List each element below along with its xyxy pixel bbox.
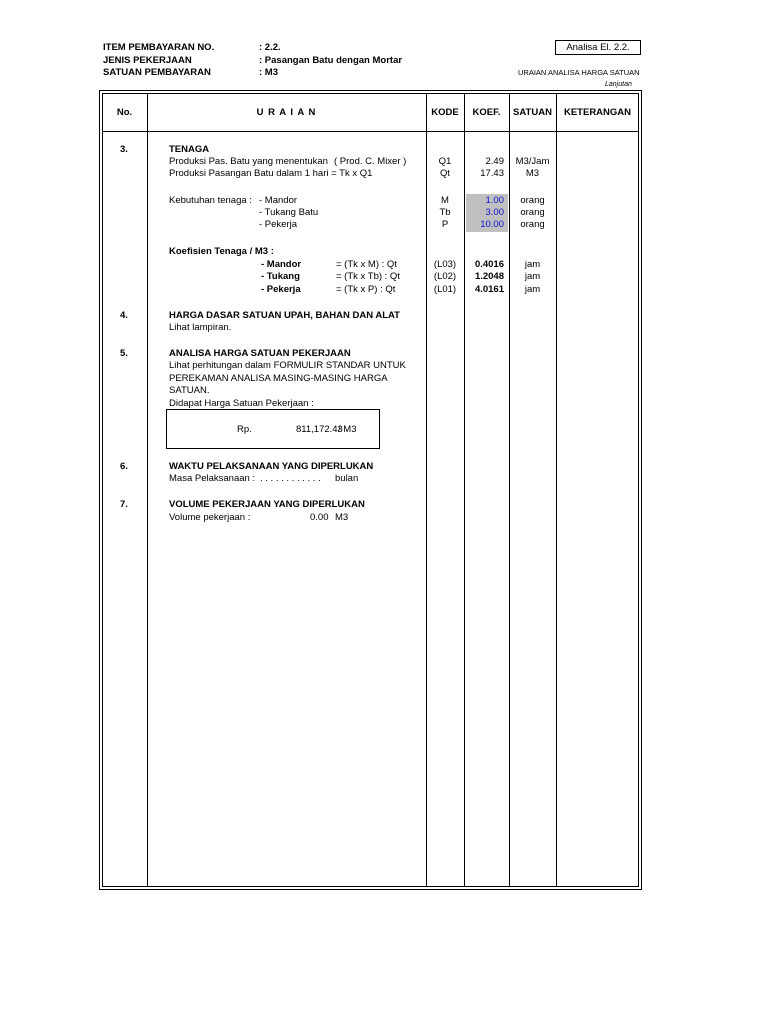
section-6-title: WAKTU PELAKSANAAN YANG DIPERLUKAN	[169, 461, 374, 472]
rp-value: 811,172.43	[296, 424, 343, 435]
kode-q1: Q1	[438, 156, 452, 167]
koef-pekerja-formula: = (Tk x P) : Qt	[336, 284, 396, 295]
uraian-analisa-title: URAIAN ANALISA HARGA SATUAN	[518, 68, 640, 77]
item-value: : 2.2.	[259, 42, 281, 53]
koef-mandor-kode: (L03)	[433, 259, 457, 270]
satuan-label: SATUAN PEMBAYARAN	[103, 67, 211, 78]
koef-tukang-value: 1.2048	[474, 271, 504, 282]
col-divider-no	[147, 93, 148, 887]
satuan-qt: M3	[525, 168, 540, 179]
koef-q1: 2.49	[485, 156, 504, 167]
section-5-line3: SATUAN.	[169, 385, 210, 396]
section-3-title: TENAGA	[169, 144, 210, 155]
table-frame-inner	[102, 93, 639, 887]
header-separator	[102, 131, 639, 132]
koef-mandor-satuan: jam	[524, 259, 541, 270]
worker-mandor-name: - Mandor	[259, 195, 298, 206]
koef-pekerja-satuan: jam	[524, 284, 541, 295]
masa-pelaksanaan-label: Masa Pelaksanaan :	[169, 473, 256, 484]
section-5-title: ANALISA HARGA SATUAN PEKERJAAN	[169, 348, 351, 359]
worker-pekerja-kode: P	[441, 219, 449, 230]
koef-tukang-name: - Tukang	[261, 271, 300, 282]
section-4-title: HARGA DASAR SATUAN UPAH, BAHAN DAN ALAT	[169, 310, 400, 321]
koef-mandor-name: - Mandor	[261, 259, 302, 270]
produksi-harian-text: Produksi Pasangan Batu dalam 1 hari = Tk x Q1	[169, 168, 373, 179]
jenis-label: JENIS PEKERJAAN	[103, 55, 192, 66]
section-4-text: Lihat lampiran.	[169, 322, 232, 333]
worker-tukang-satuan: orang	[520, 207, 545, 218]
koefisien-tenaga-title: Koefisien Tenaga / M3 :	[169, 246, 274, 257]
rp-label: Rp.	[237, 424, 252, 435]
volume-pekerjaan-unit: M3	[335, 512, 349, 523]
worker-tukang-koef[interactable]: 3.00	[485, 207, 504, 218]
koef-mandor-value: 0.4016	[474, 259, 504, 270]
koef-tukang-satuan: jam	[524, 271, 541, 282]
kebutuhan-tenaga-label: Kebutuhan tenaga :	[169, 195, 252, 206]
volume-pekerjaan-value: 0.00	[310, 512, 329, 523]
produksi-note: ( Prod. C. Mixer )	[334, 156, 407, 167]
worker-pekerja-koef[interactable]: 10.00	[480, 219, 504, 230]
jenis-value: : Pasangan Batu dengan Mortar	[259, 55, 403, 66]
produksi-pas-batu-text: Produksi Pas. Batu yang menentukan	[169, 156, 328, 167]
koef-mandor-formula: = (Tk x M) : Qt	[336, 259, 397, 270]
koef-pekerja-name: - Pekerja	[261, 284, 301, 295]
koef-qt: 17.43	[480, 168, 504, 179]
section-4-number: 4.	[120, 310, 128, 321]
section-7-number: 7.	[120, 499, 128, 510]
item-label: ITEM PEMBAYARAN NO.	[103, 42, 215, 53]
section-6-number: 6.	[120, 461, 128, 472]
koef-pekerja-value: 4.0161	[474, 284, 504, 295]
rp-unit: / M3	[338, 424, 357, 435]
section-5-line1: Lihat perhitungan dalam FORMULIR STANDAR UNTUK	[169, 360, 406, 371]
col-header-uraian: U R A I A N	[256, 106, 317, 118]
kode-qt: Qt	[439, 168, 451, 179]
koef-pekerja-kode: (L01)	[433, 284, 457, 295]
analisa-code-box: Analisa El. 2.2.	[555, 40, 641, 55]
volume-pekerjaan-label: Volume pekerjaan :	[169, 512, 251, 523]
satuan-q1: M3/Jam	[515, 156, 550, 167]
worker-tukang-name: - Tukang Batu	[259, 207, 319, 218]
col-header-kode: KODE	[431, 106, 459, 118]
worker-pekerja-satuan: orang	[520, 219, 545, 230]
section-5-line2: PEREKAMAN ANALISA MASING-MASING HARGA	[169, 373, 388, 384]
worker-mandor-koef[interactable]: 1.00	[485, 195, 504, 206]
koef-tukang-kode: (L02)	[433, 271, 457, 282]
section-7-title: VOLUME PEKERJAAN YANG DIPERLUKAN	[169, 499, 365, 510]
masa-pelaksanaan-unit: bulan	[335, 473, 359, 484]
worker-mandor-satuan: orang	[520, 195, 545, 206]
col-header-satuan: SATUAN	[513, 106, 552, 118]
col-header-no: No.	[116, 106, 133, 118]
col-divider-satuan	[556, 93, 557, 887]
worker-pekerja-name: - Pekerja	[259, 219, 298, 230]
section-5-number: 5.	[120, 348, 128, 359]
col-header-koef: KOEF.	[472, 106, 501, 118]
section-3-number: 3.	[120, 144, 128, 155]
worker-tukang-kode: Tb	[439, 207, 451, 218]
lanjutan-label: Lanjutan	[605, 81, 632, 88]
koef-tukang-formula: = (Tk x Tb) : Qt	[336, 271, 400, 282]
satuan-value: : M3	[259, 67, 278, 78]
section-5-line4: Didapat Harga Satuan Pekerjaan :	[169, 398, 314, 409]
worker-mandor-kode: M	[441, 195, 449, 206]
masa-pelaksanaan-dots: . . . . . . . . . . . .	[260, 473, 321, 484]
col-header-keterangan: KETERANGAN	[563, 106, 632, 118]
